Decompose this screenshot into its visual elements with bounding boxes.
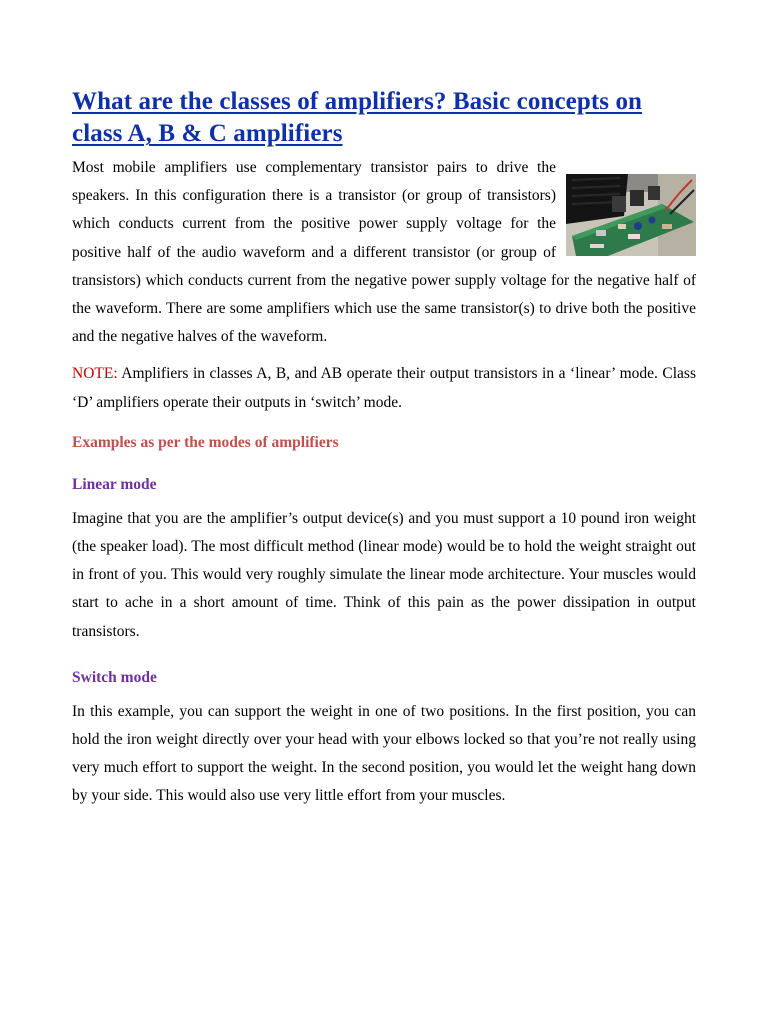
switch-mode-paragraph: In this example, you can support the weight in one of two positions. In the first position, you can hold the iron weight directly over your head with your elbows locked so that you’re not really using very much effort to support the weight. In the second position, you would let the weight hang down by your side. This would also use very little effort from your muscles. [72,702,696,805]
examples-heading: Examples as per the modes of amplifiers [72,433,339,451]
document-page [72,86,696,811]
document-title: What are the classes of amplifiers? Basic concepts on class A, B & C amplifiers [72,88,643,147]
linear-mode-paragraph: Imagine that you are the amplifier’s output device(s) and you must support a 10 pound iron weight (the speaker load). The most difficult method (linear mode) would be to hold the weight straight out in front of you. This would very roughly simulate the linear mode architecture. Your muscles would start to ache in a short amount of time. Think of this pain as the power dissipation in output transistors. [72,509,696,640]
linear-mode-heading: Linear mode [72,475,157,493]
note-text: Amplifiers in classes A, B, and AB operate their output transistors in a ‘linear’ mode. Class ‘D’ amplifiers operate their outputs in ‘switch’ mode. [72,365,696,411]
note-paragraph [72,360,696,416]
switch-mode-heading: Switch mode [72,668,157,686]
amplifier-board-photo [566,174,696,256]
intro-paragraph: Most mobile amplifiers use complementary transistor pairs to drive the speakers. In this configuration there is a transistor (or group of transistors) which conducts current from the positive power supply voltage for the positive half of the audio waveform and a different transistor (or group of transistors) which conducts current from the negative power supply voltage for the negative half of the waveform. There are some amplifiers which use the same transistor(s) to drive both the positive and the negative halves of the waveform. [72,159,696,346]
note-label: NOTE: [72,365,118,383]
